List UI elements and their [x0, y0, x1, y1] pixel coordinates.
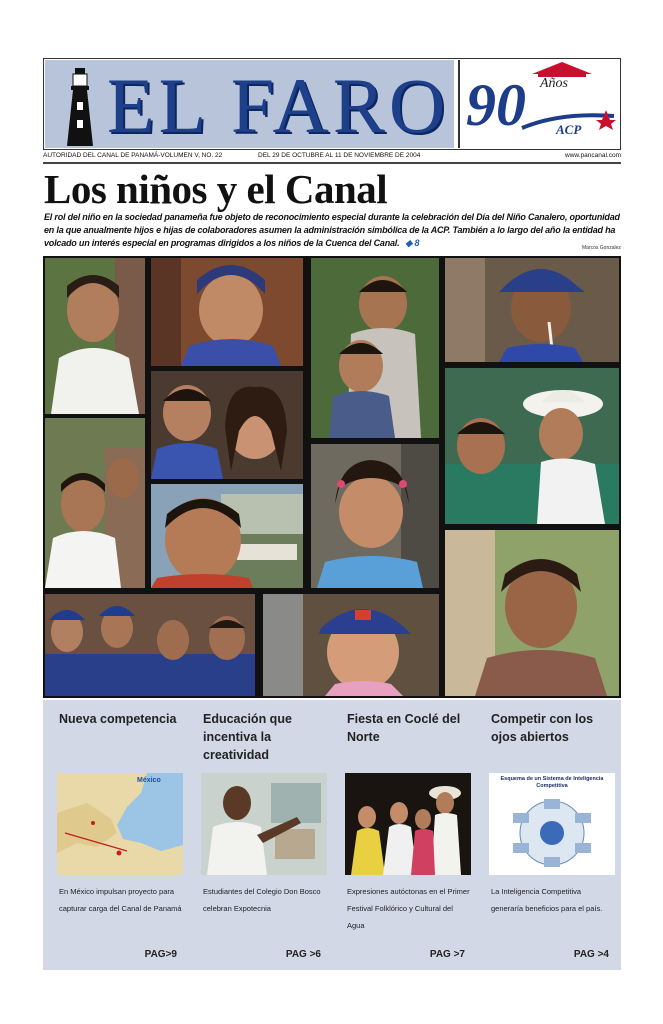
photo-boy-canal-locks — [151, 484, 303, 588]
diagram-image — [489, 773, 615, 875]
lighthouse-icon — [63, 68, 97, 146]
photo-little-girl — [311, 444, 439, 588]
page-headline: Los niños y el Canal — [44, 166, 388, 212]
anniversary-logo — [458, 60, 620, 148]
teaser-title[interactable]: Fiesta en Coclé del Norte — [347, 712, 461, 744]
issue-date: DEL 29 DE OCTUBRE AL 11 DE NOVIEMBRE DE 2004 — [258, 152, 421, 159]
teaser-fiesta[interactable] — [331, 700, 475, 970]
anniversary-word: Años — [540, 76, 568, 91]
page-link[interactable]: PAG >6 — [285, 949, 321, 960]
volume-info: AUTORIDAD DEL CANAL DE PANAMÁ-VOLUMEN V, NO. 22 — [43, 152, 223, 159]
anniversary-org: ACP — [556, 122, 582, 137]
photo-boy-lollipop — [445, 258, 619, 362]
photo-group-caps — [45, 594, 255, 696]
photo-boys-hat — [445, 368, 619, 524]
masthead-rule — [43, 162, 621, 164]
masthead-title: EL FARO — [107, 62, 450, 148]
festival-photo — [345, 773, 471, 875]
photo-credit: Marcos Gonzalez — [582, 245, 621, 251]
anniversary-number: 90 — [466, 72, 526, 138]
lead-paragraph — [44, 211, 620, 250]
photo-boy-smiling — [151, 258, 303, 366]
photo-girl-cap — [263, 594, 439, 696]
teaser-caption: Expresiones autóctonas en el Primer Festival Folklórico y Cultural del Agua — [347, 887, 470, 930]
teaser-nueva-competencia[interactable] — [43, 700, 187, 970]
masthead-banner — [45, 60, 454, 148]
teaser-title[interactable]: Nueva competencia — [59, 712, 177, 726]
website-link[interactable]: www.pancanal.com — [565, 152, 621, 159]
diagram-title: Esquema de un Sistema de Inteligencia Competitiva — [500, 776, 604, 789]
map-label-mexico: México — [137, 777, 161, 784]
classroom-photo — [201, 773, 327, 875]
teaser-caption: Estudiantes del Colegio Don Bosco celebran Expotecnia — [203, 887, 321, 913]
teaser-title[interactable]: Competir con los ojos abiertos — [491, 712, 594, 744]
masthead — [43, 58, 621, 150]
info-line — [43, 152, 621, 162]
teaser-competir[interactable] — [475, 700, 619, 970]
photo-boy-white-shirt — [45, 258, 145, 414]
page-link[interactable]: PAG>9 — [144, 949, 177, 960]
map-image — [57, 773, 183, 875]
teaser-caption: En México impulsan proyecto para capturar carga del Canal de Panamá — [59, 887, 182, 913]
teaser-panel — [43, 700, 621, 970]
page-link[interactable]: PAG >4 — [573, 949, 609, 960]
teaser-title[interactable]: Educación que incentiva la creatividad — [203, 712, 292, 762]
page-reference[interactable]: ◆ 8 — [405, 238, 420, 248]
lead-text: El rol del niño en la sociedad panameña fue objeto de reconocimiento especial durante la celebración del Día del Niño Canalero, oportunidad en la que anualmente hijos e hijas de colaboradores asumen la administración simbólica de la ACP. También a lo largo del año la entidad ha volcado un interés especial en programas dirigidos a los niños de la Cuenca del Canal. — [44, 212, 620, 248]
photo-two-boys — [311, 258, 439, 438]
teaser-caption: La Inteligencia Competitiva generaría beneficios para el país. — [491, 887, 603, 913]
photo-boy-and-girl — [151, 371, 303, 479]
photo-mosaic — [43, 256, 621, 698]
photo-boy-close-up — [445, 530, 619, 696]
page-link[interactable]: PAG >7 — [429, 949, 465, 960]
teaser-educacion[interactable] — [187, 700, 331, 970]
photo-boy-striped — [45, 418, 145, 588]
